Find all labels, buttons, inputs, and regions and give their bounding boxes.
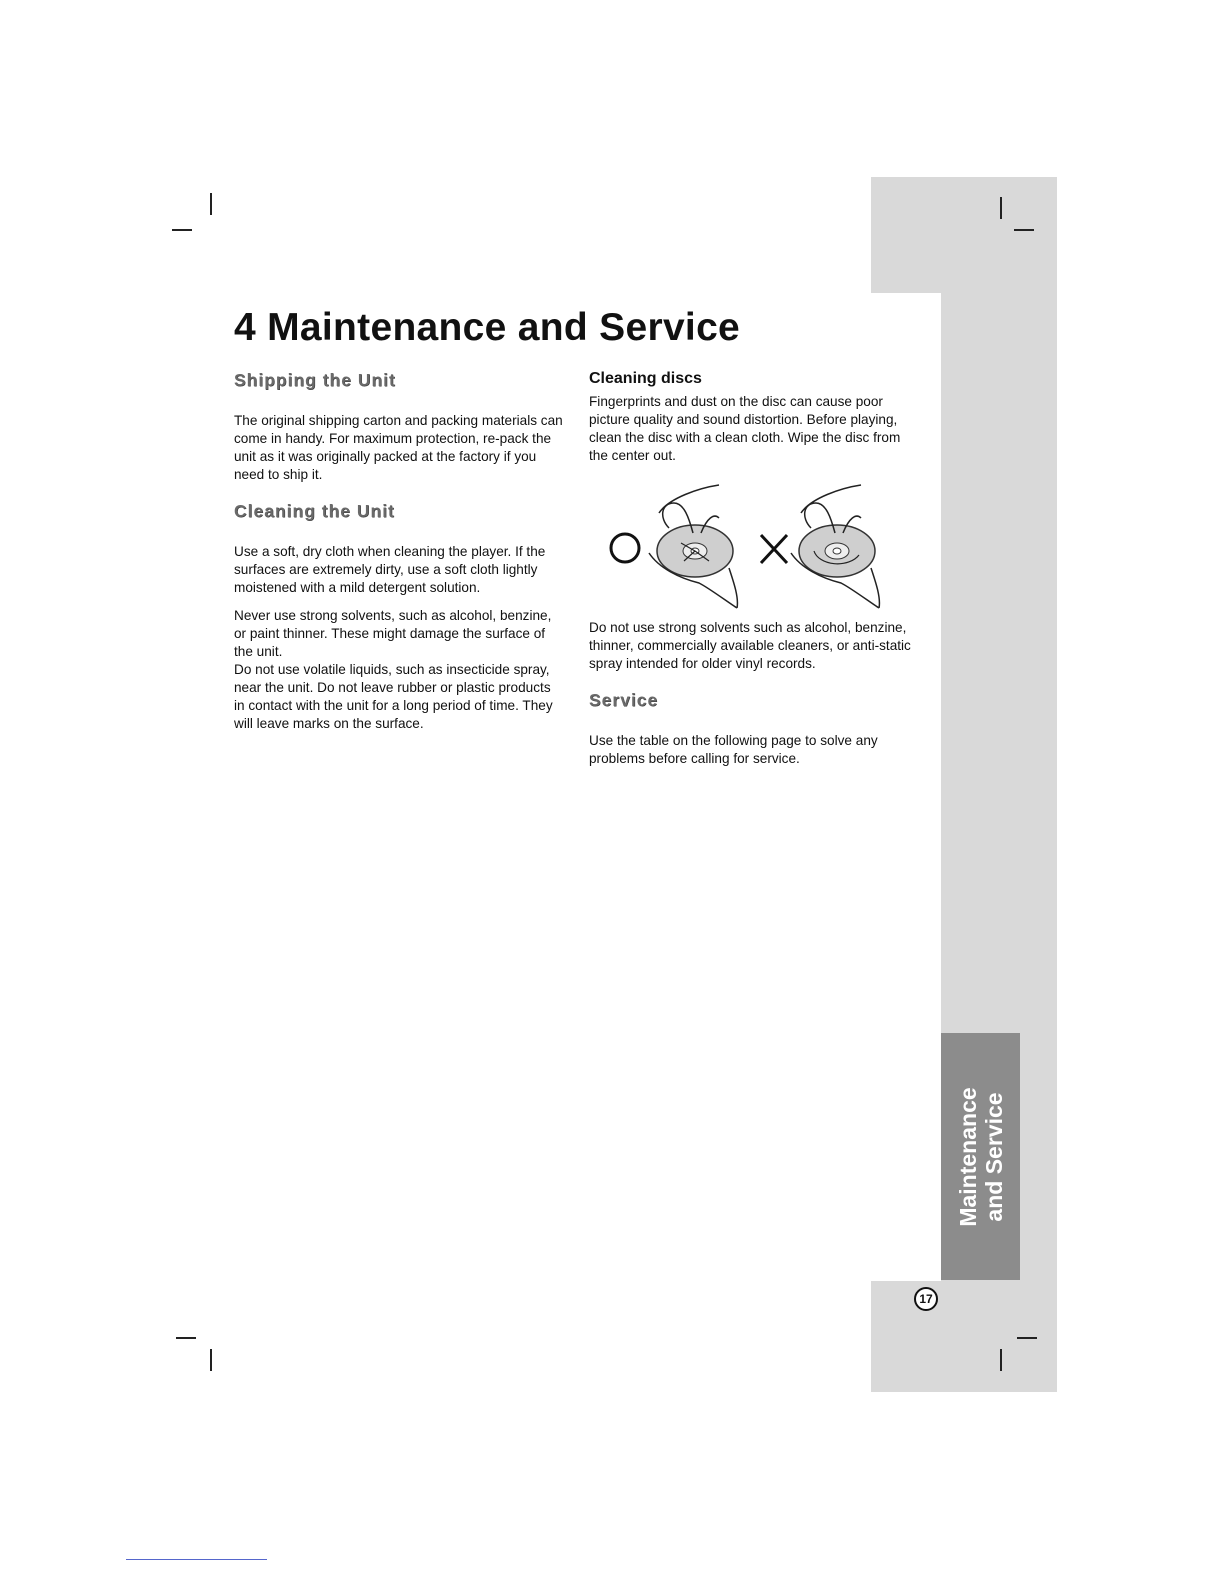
crop-mark bbox=[1000, 197, 1002, 219]
disc-correct-icon bbox=[649, 485, 737, 608]
disc-cleaning-illustration bbox=[589, 473, 919, 613]
bottom-rule bbox=[126, 1559, 267, 1560]
cleaning-unit-text-3: Do not use volatile liquids, such as insecticide spray, near the unit. Do not leave rubber or plastic products in contact with the unit for a long period of time. They will leave marks on the surface. bbox=[234, 662, 553, 731]
disc-wrong-icon bbox=[791, 485, 879, 608]
cleaning-unit-text-2: Never use strong solvents, such as alcohol, benzine, or paint thinner. These might damage the surface of the unit. bbox=[234, 608, 552, 659]
shipping-heading: Shipping the Unit bbox=[234, 370, 396, 390]
cleaning-unit-heading: Cleaning the Unit bbox=[234, 501, 395, 521]
chapter-tab bbox=[941, 1033, 1020, 1280]
cleaning-discs-text-2: Do not use strong solvents such as alcohol, benzine, thinner, commercially available cleaners, or anti-static spray intended for older vinyl records. bbox=[589, 620, 911, 671]
crop-mark bbox=[172, 229, 192, 231]
cleaning-discs-heading: Cleaning discs bbox=[589, 370, 702, 387]
right-column bbox=[589, 370, 919, 768]
page-number: 17 bbox=[914, 1287, 938, 1311]
shipping-text: The original shipping carton and packing materials can come in handy. For maximum protection, re-pack the unit as it was originally packed at the factory if you need to ship it. bbox=[234, 413, 563, 482]
correct-icon bbox=[611, 534, 639, 562]
page-title: 4 Maintenance and Service bbox=[234, 306, 741, 349]
crop-mark bbox=[210, 193, 212, 215]
crop-mark bbox=[1014, 229, 1034, 231]
wrong-icon bbox=[761, 535, 787, 563]
side-panel-top bbox=[871, 177, 1057, 293]
chapter-tab-line2: and Service bbox=[980, 1091, 1007, 1222]
crop-mark bbox=[176, 1337, 196, 1339]
service-text: Use the table on the following page to solve any problems before calling for service. bbox=[589, 733, 878, 766]
crop-mark bbox=[1017, 1337, 1037, 1339]
cleaning-discs-text-1: Fingerprints and dust on the disc can cause poor picture quality and sound distortion. Before playing, clean the disc with a clean cloth. Wipe the disc from the center out. bbox=[589, 394, 901, 463]
chapter-tab-line1: Maintenance bbox=[954, 1086, 981, 1227]
crop-mark bbox=[210, 1349, 212, 1371]
cleaning-unit-text-1: Use a soft, dry cloth when cleaning the player. If the surfaces are extremely dirty, use a soft cloth lightly moistened with a mild detergent solution. bbox=[234, 544, 546, 595]
service-heading: Service bbox=[589, 690, 659, 710]
left-column bbox=[234, 370, 564, 733]
crop-mark bbox=[1000, 1349, 1002, 1371]
